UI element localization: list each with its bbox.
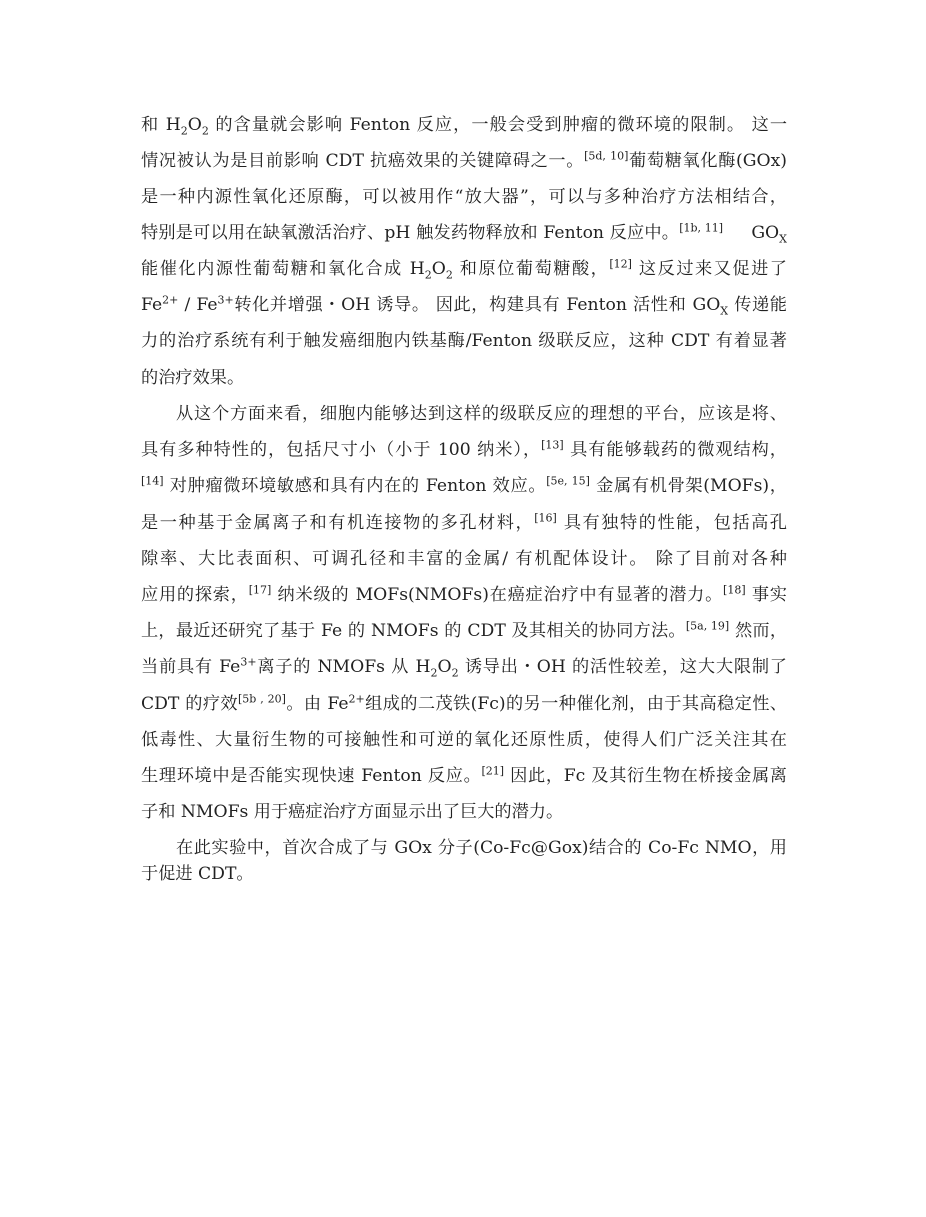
text-run: 诱导出・OH 的活性较差，这大大限制了: [458, 657, 787, 677]
text-run: 纳米级的 MOFs(NMOFs)在癌症治疗中有显著的潜力。: [271, 585, 724, 605]
subscript: 2: [445, 268, 453, 282]
text-run: 的治疗效果。: [141, 368, 245, 388]
text-line: [141, 655, 787, 679]
text-run: 是一种内源性氧化还原酶，可以被用作“放大器”，可以与多种治疗方法相结合，: [141, 187, 787, 207]
citation-superscript: [5b , 20]: [238, 692, 286, 706]
text-run: 传递能: [728, 295, 787, 315]
citation-superscript: 2+: [162, 293, 179, 307]
citation-superscript: [12]: [609, 257, 632, 271]
text-run: 低毒性、大量衍生物的可接触性和可逆的氧化还原性质，使得人们广泛关注其在: [141, 730, 787, 750]
text-run: 具有多种特性的，包括尺寸小（小于 100 纳米），: [141, 440, 542, 460]
subscript: 2: [201, 124, 209, 138]
citation-superscript: 3+: [240, 655, 257, 669]
text-line: [141, 619, 787, 643]
text-run: 和 H: [141, 115, 181, 135]
text-line: [141, 329, 787, 353]
citation-superscript: 2+: [348, 692, 365, 706]
text-run: 力的治疗系统有利于触发癌细胞内铁基酶/Fenton 级联反应，这种 CDT 有着显著: [141, 331, 787, 351]
text-run: O: [431, 259, 446, 279]
text-line: [141, 547, 787, 571]
text-line: [176, 836, 787, 860]
text-line: [141, 474, 787, 498]
text-run: 是一种基于金属离子和有机连接物的多孔材料，: [141, 513, 535, 533]
text-line: [141, 511, 787, 535]
text-run: 上，最近还研究了基于 Fe 的 NMOFs 的 CDT 及其相关的协同方法。: [141, 621, 686, 641]
text-run: 特别是可以用在缺氧激活治疗、pH 触发药物释放和 Fenton 反应中。: [141, 223, 680, 243]
citation-superscript: [21]: [481, 764, 505, 778]
text-run: 能催化内源性葡萄糖和氧化合成 H: [141, 259, 425, 279]
citation-superscript: [1b, 11]: [679, 221, 724, 235]
text-run: 具有能够载药的微观结构，: [563, 440, 787, 460]
text-run: 对肿瘤微环境敏感和具有内在的 Fenton 效应。: [163, 476, 547, 496]
citation-superscript: [17]: [248, 583, 272, 597]
text-run: 从这个方面来看，细胞内能够达到这样的级联反应的理想的平台，应该是将、: [176, 404, 787, 424]
citation-superscript: [16]: [534, 511, 557, 525]
text-run: / Fe: [178, 295, 218, 315]
citation-superscript: [5a, 19]: [685, 619, 730, 633]
text-line: [141, 257, 787, 281]
text-run: 在此实验中，首次合成了与 GOx 分子(Co-Fc@Gox)结合的 Co-Fc NMO，用: [176, 838, 787, 858]
text-line: [141, 728, 787, 752]
text-line: [176, 402, 787, 426]
text-run: 应用的探索，: [141, 585, 249, 605]
text-line: [141, 293, 787, 317]
citation-superscript: [13]: [541, 438, 564, 452]
citation-superscript: [14]: [141, 474, 164, 488]
text-line: [141, 185, 787, 209]
subscript: X: [720, 304, 729, 318]
text-run: GO: [723, 223, 780, 243]
text-run: O: [187, 115, 202, 135]
text-run: 转化并增强・OH 诱导。 因此，构建具有 Fenton 活性和 GO: [233, 295, 721, 315]
text-run: 离子的 NMOFs 从 H: [256, 657, 431, 677]
text-run: 。由 Fe: [285, 694, 349, 714]
text-run: 因此，Fc 及其衍生物在桥接金属离: [504, 766, 787, 786]
text-line: [141, 583, 787, 607]
text-line: [141, 113, 787, 137]
subscript: 2: [424, 268, 432, 282]
text-run: 于促进 CDT。: [141, 864, 254, 884]
text-line: [141, 800, 787, 824]
text-run: 的含量就会影响 Fenton 反应，一般会受到肿瘤的微环境的限制。 这一: [208, 115, 788, 135]
text-line: [141, 862, 787, 886]
text-line: [141, 149, 787, 173]
text-run: 隙率、大比表面积、可调孔径和丰富的金属/ 有机配体设计。 除了目前对各种: [141, 549, 787, 569]
citation-superscript: [5e, 15]: [546, 474, 590, 488]
text-run: 当前具有 Fe: [141, 657, 241, 677]
subscript: 2: [430, 666, 438, 680]
text-line: [141, 692, 787, 716]
text-run: 生理环境中是否能实现快速 Fenton 反应。: [141, 766, 482, 786]
text-run: 葡萄糖氧化酶(GOx): [628, 151, 787, 171]
text-run: 子和 NMOFs 用于癌症治疗方面显示出了巨大的潜力。: [141, 802, 564, 822]
text-run: 金属有机骨架(MOFs)，: [589, 476, 787, 496]
text-line: [141, 438, 787, 462]
text-run: 情况被认为是目前影响 CDT 抗癌效果的关键障碍之一。: [141, 151, 585, 171]
text-run: Fe: [141, 295, 163, 315]
citation-superscript: [18]: [723, 583, 746, 597]
text-run: 然而，: [729, 621, 788, 641]
text-run: 事实: [745, 585, 787, 605]
text-line: [141, 366, 787, 390]
text-run: 这反过来又促进了: [631, 259, 787, 279]
text-run: O: [437, 657, 452, 677]
text-run: 具有独特的性能，包括高孔: [556, 513, 787, 533]
citation-superscript: 3+: [217, 293, 234, 307]
text-run: 和原位葡萄糖酸，: [452, 259, 610, 279]
text-line: [141, 221, 787, 245]
text-run: 组成的二茂铁(Fc)的另一种催化剂，由于其高稳定性、: [364, 694, 787, 714]
text-run: CDT 的疗效: [141, 694, 239, 714]
subscript: 2: [451, 666, 459, 680]
subscript: X: [779, 232, 787, 246]
citation-superscript: [5d, 10]: [584, 149, 629, 163]
subscript: 2: [180, 124, 188, 138]
text-line: [141, 764, 787, 788]
